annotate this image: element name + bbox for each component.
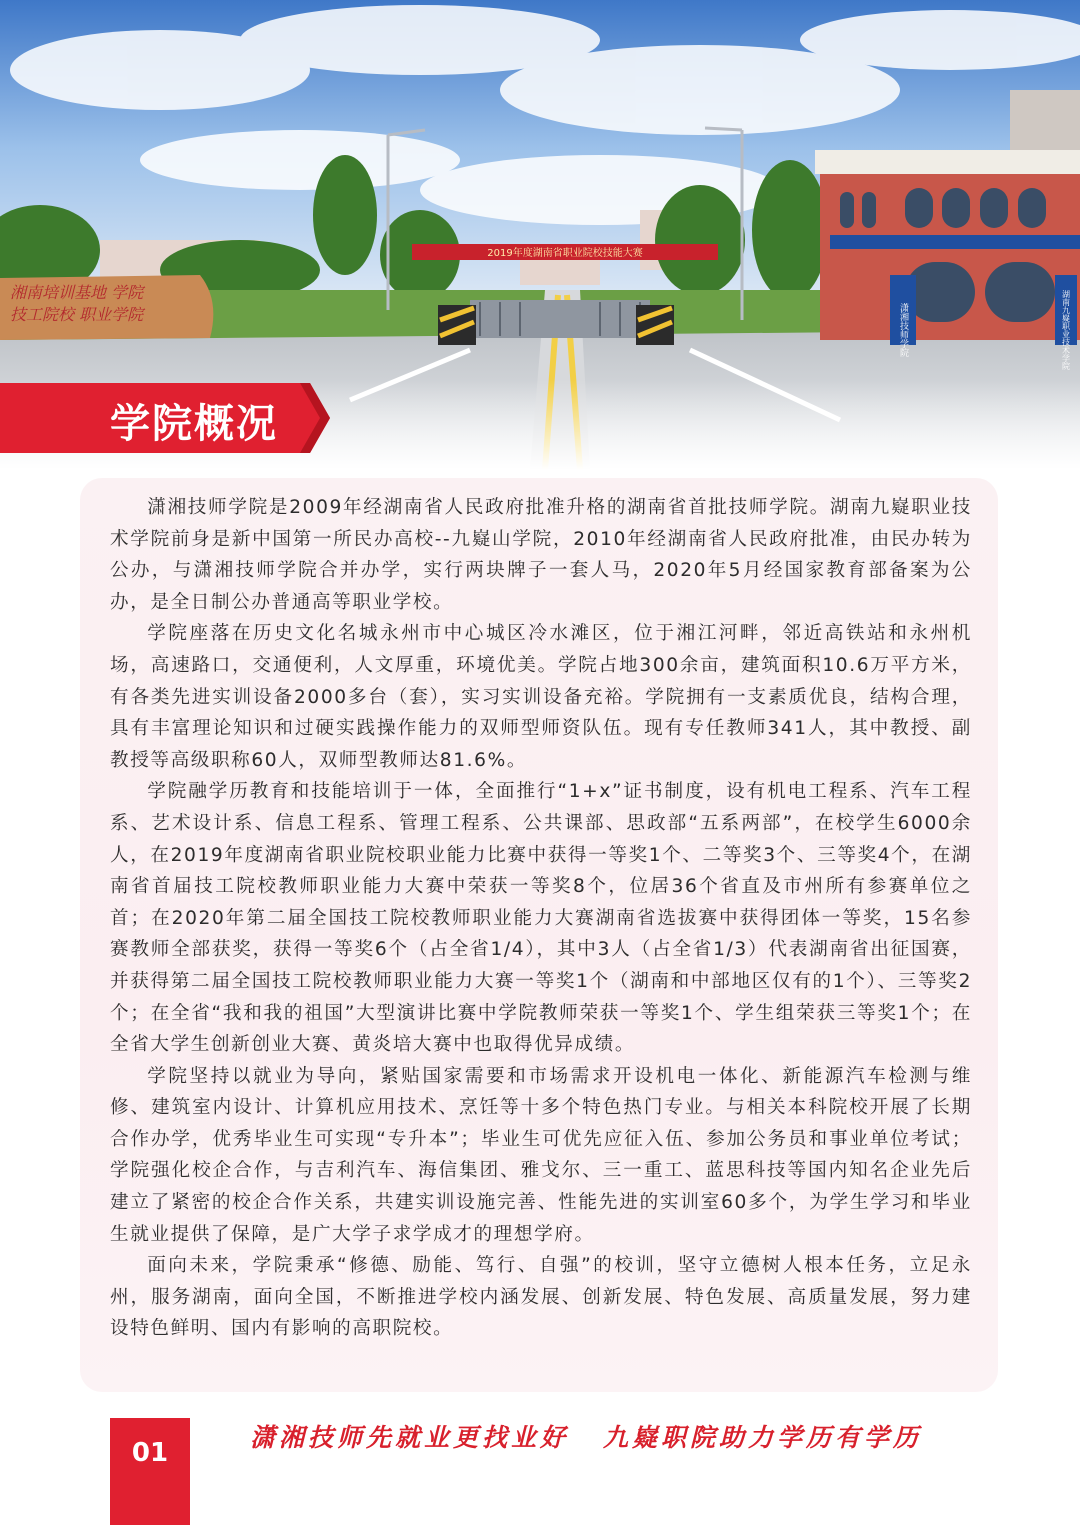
slogan-right: 九嶷职院助力学历有学历	[603, 1423, 923, 1452]
paragraph-5: 面向未来，学院秉承“修德、励能、笃行、自强”的校训，坚守立德树人根本任务，立足永州，服务湖南，面向全国，不断推进学校内涵发展、创新发展、特色发展、高质量发展，努力建设特色鲜明、国内有影响的高职院校。	[110, 1255, 972, 1340]
slogan-left: 潇湘技师先就业更找业好	[250, 1423, 570, 1452]
intro-text	[110, 492, 972, 1345]
page-number-box	[110, 1418, 190, 1525]
paragraph-1: 潇湘技师学院是2009年经湖南省人民政府批准升格的湖南省首批技师学院。湖南九嶷职业技术学院前身是新中国第一所民办高校--九嶷山学院，2010年经湖南省人民政府批准，由民办转为公办，与潇湘技师学院合并办学，实行两块牌子一套人马，2020年5月经国家教育部备案为公办，是全日制公办普通高等职业学校。	[110, 497, 972, 613]
stone-inscription-line-2: 技工院校 职业学院	[10, 305, 144, 324]
section-title: 学院概况	[110, 401, 278, 447]
stone-inscription-line-1: 湘南培训基地 学院	[10, 283, 144, 302]
page-number: 01	[131, 1438, 169, 1468]
paragraph-2: 学院座落在历史文化名城永州市中心城区冷水滩区，位于湘江河畔，邻近高铁站和永州机场，高速路口，交通便利，人文厚重，环境优美。学院占地300余亩，建筑面积10.6万平方米，有各类先进实训设备2000多台（套），实习实训设备充裕。学院拥有一支素质优良，结构合理，具有丰富理论知识和过硬实践操作能力的双师型师资队伍。现有专任教师341人，其中教授、副教授等高级职称60人，双师型教师达81.6%。	[110, 623, 972, 771]
paragraph-4: 学院坚持以就业为导向，紧贴国家需要和市场需求开设机电一体化、新能源汽车检测与维修、建筑室内设计、计算机应用技术、烹饪等十多个特色热门专业。与相关本科院校开展了长期合作办学，优秀毕业生可实现“专升本”；毕业生可优先应征入伍、参加公务员和事业单位考试；学院强化校企合作，与吉利汽车、海信集团、雅戈尔、三一重工、蓝思科技等国内知名企业先后建立了紧密的校企合作关系，共建实训设施完善、性能先进的实训室60多个，为学生学习和毕业生就业提供了保障，是广大学子求学成才的理想学府。	[110, 1065, 972, 1245]
gate-banner-text: 2019年度湖南省职业院校技能大赛	[487, 248, 643, 259]
sign-right: 湖南九嶷职业技术学院	[1061, 290, 1071, 370]
footer-slogan	[250, 1418, 922, 1454]
sign-left: 潇湘技师学院	[898, 303, 908, 357]
paragraph-3: 学院融学历教育和技能培训于一体，全面推行“1+x”证书制度，设有机电工程系、汽车工程系、艺术设计系、信息工程系、管理工程系、公共课部、思政部“五系两部”，在校学生6000余人，在2019年度湖南省职业院校职业能力比赛中获得一等奖1个、二等奖3个、三等奖4个，在湖南省首届技工院校教师职业能力大赛中荣获一等奖8个，位居36个省直及市州所有参赛单位之首；在2020年第二届全国技工院校教师职业能力大赛湖南省选拔赛中获得团体一等奖，15名参赛教师全部获奖，获得一等奖6个（占全省1/4），其中3人（占全省1/3）代表湖南省出征国赛，并获得第二届全国技工院校教师职业能力大赛一等奖1个（湖南和中部地区仅有的1个）、三等奖2个；在全省“我和我的祖国”大型演讲比赛中学院教师荣获一等奖1个、学生组荣获三等奖1个；在全省大学生创新创业大赛、黄炎培大赛中也取得优异成绩。	[110, 781, 972, 1056]
